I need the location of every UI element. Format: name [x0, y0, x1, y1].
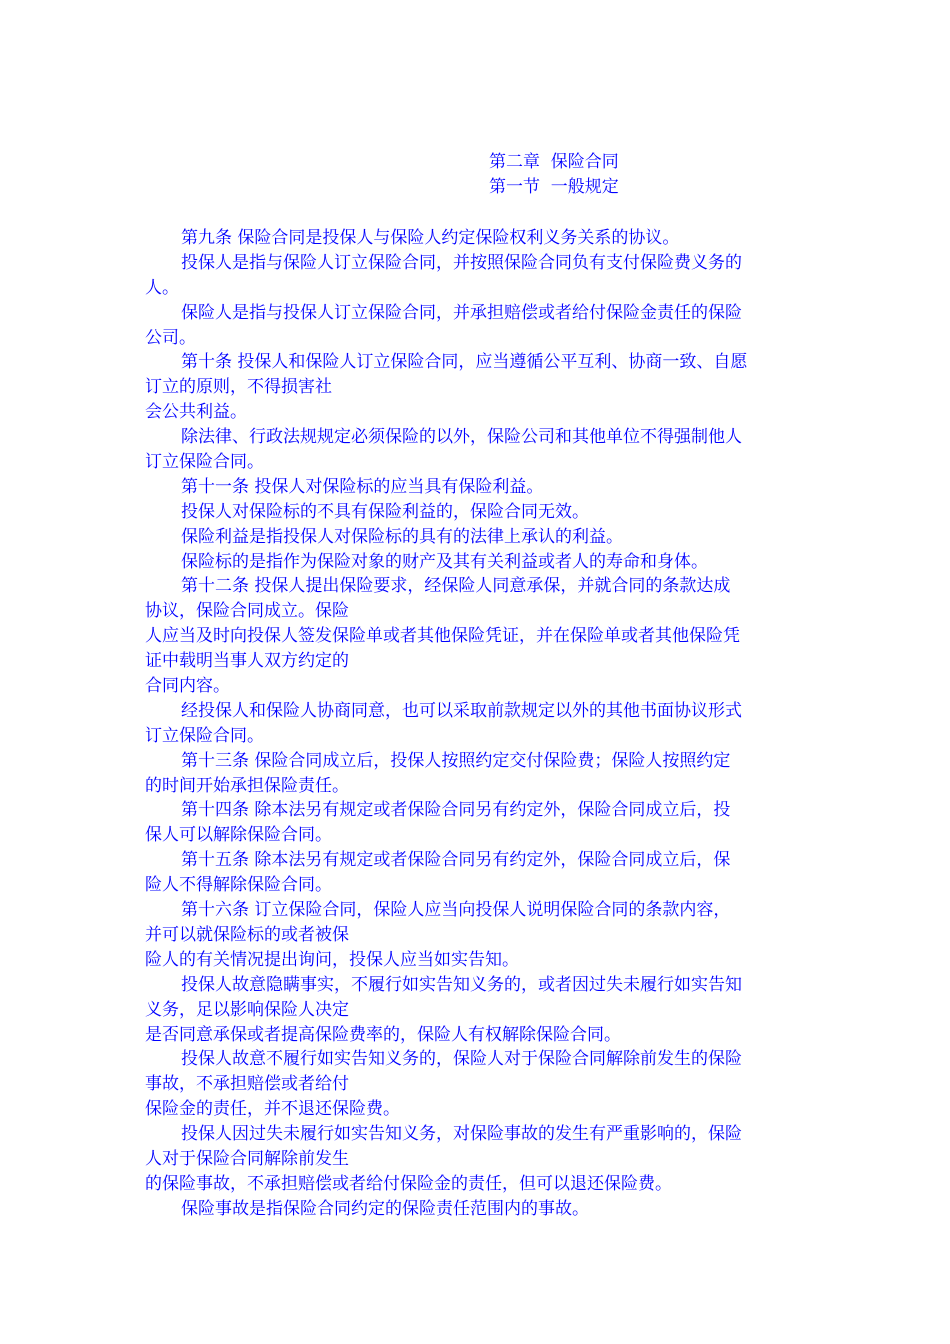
text-line: 的保险事故，不承担赔偿或者给付保险金的责任，但可以退还保险费。	[145, 1173, 672, 1194]
text-line: 除法律、行政法规规定必须保险的以外，保险公司和其他单位不得强制他人	[181, 427, 742, 448]
text-line: 订立的原则，不得损害社	[145, 377, 332, 398]
text-line: 是否同意承保或者提高保险费率的，保险人有权解除保险合同。	[145, 1024, 621, 1045]
text-line: 投保人故意隐瞒事实，不履行如实告知义务的，或者因过失未履行如实告知	[181, 974, 742, 995]
text-line: 投保人是指与保险人订立保险合同，并按照保险合同负有支付保险费义务的	[181, 252, 742, 273]
text-line: 投保人对保险标的不具有保险利益的，保险合同无效。	[181, 501, 589, 522]
text-line: 公司。	[145, 327, 196, 348]
text-line: 会公共利益。	[145, 402, 247, 423]
text-line: 合同内容。	[145, 676, 230, 697]
text-line: 人对于保险合同解除前发生	[145, 1148, 349, 1169]
text-line: 第十五条 除本法另有规定或者保险合同另有约定外，保险合同成立后，保	[181, 850, 731, 871]
text-line: 保险金的责任，并不退还保险费。	[145, 1099, 400, 1120]
text-line: 订立保险合同。	[145, 452, 264, 473]
text-line: 险人不得解除保险合同。	[145, 875, 332, 896]
text-line: 保人可以解除保险合同。	[145, 825, 332, 846]
text-line: 经投保人和保险人协商同意，也可以采取前款规定以外的其他书面协议形式	[181, 700, 742, 721]
text-line: 第九条 保险合同是投保人与保险人约定保险权利义务关系的协议。	[181, 228, 680, 248]
text-line: 保险事故是指保险合同约定的保险责任范围内的事故。	[181, 1198, 589, 1219]
text-line: 人。	[145, 277, 179, 298]
text-line: 险人的有关情况提出询问，投保人应当如实告知。	[145, 949, 519, 970]
text-line: 保险利益是指投保人对保险标的具有的法律上承认的利益。	[181, 526, 623, 547]
text-line: 保险标的是指作为保险对象的财产及其有关利益或者人的寿命和身体。	[181, 551, 708, 572]
text-line: 订立保险合同。	[145, 725, 264, 746]
text-line: 协议，保险合同成立。保险	[145, 601, 349, 622]
text-line: 第十六条 订立保险合同，保险人应当向投保人说明保险合同的条款内容，	[181, 900, 731, 921]
text-line: 并可以就保险标的或者被保	[145, 924, 349, 945]
text-line: 保险人是指与投保人订立保险合同，并承担赔偿或者给付保险金责任的保险	[181, 302, 742, 323]
text-line: 事故，不承担赔偿或者给付	[145, 1074, 349, 1095]
text-line: 的时间开始承担保险责任。	[145, 775, 349, 796]
text-line: 人应当及时向投保人签发保险单或者其他保险凭证，并在保险单或者其他保险凭	[145, 626, 740, 647]
text-line: 第十三条 保险合同成立后，投保人按照约定交付保险费；保险人按照约定	[181, 750, 731, 771]
section-title: 第一节 一般规定	[489, 177, 619, 197]
text-line: 第十条 投保人和保险人订立保险合同，应当遵循公平互利、协商一致、自愿	[181, 352, 748, 373]
text-line: 投保人因过失未履行如实告知义务，对保险事故的发生有严重影响的，保险	[181, 1124, 742, 1145]
text-line: 第十四条 除本法另有规定或者保险合同另有约定外，保险合同成立后，投	[181, 800, 731, 821]
text-line: 证中载明当事人双方约定的	[145, 651, 349, 672]
text-line: 第十二条 投保人提出保险要求，经保险人同意承保，并就合同的条款达成	[181, 576, 731, 597]
text-line: 第十一条 投保人对保险标的应当具有保险利益。	[181, 476, 544, 497]
body-text	[145, 226, 815, 1222]
chapter-title: 第二章 保险合同	[489, 152, 619, 172]
text-line: 投保人故意不履行如实告知义务的，保险人对于保险合同解除前发生的保险	[181, 1049, 742, 1070]
text-line: 义务，足以影响保险人决定	[145, 999, 349, 1020]
